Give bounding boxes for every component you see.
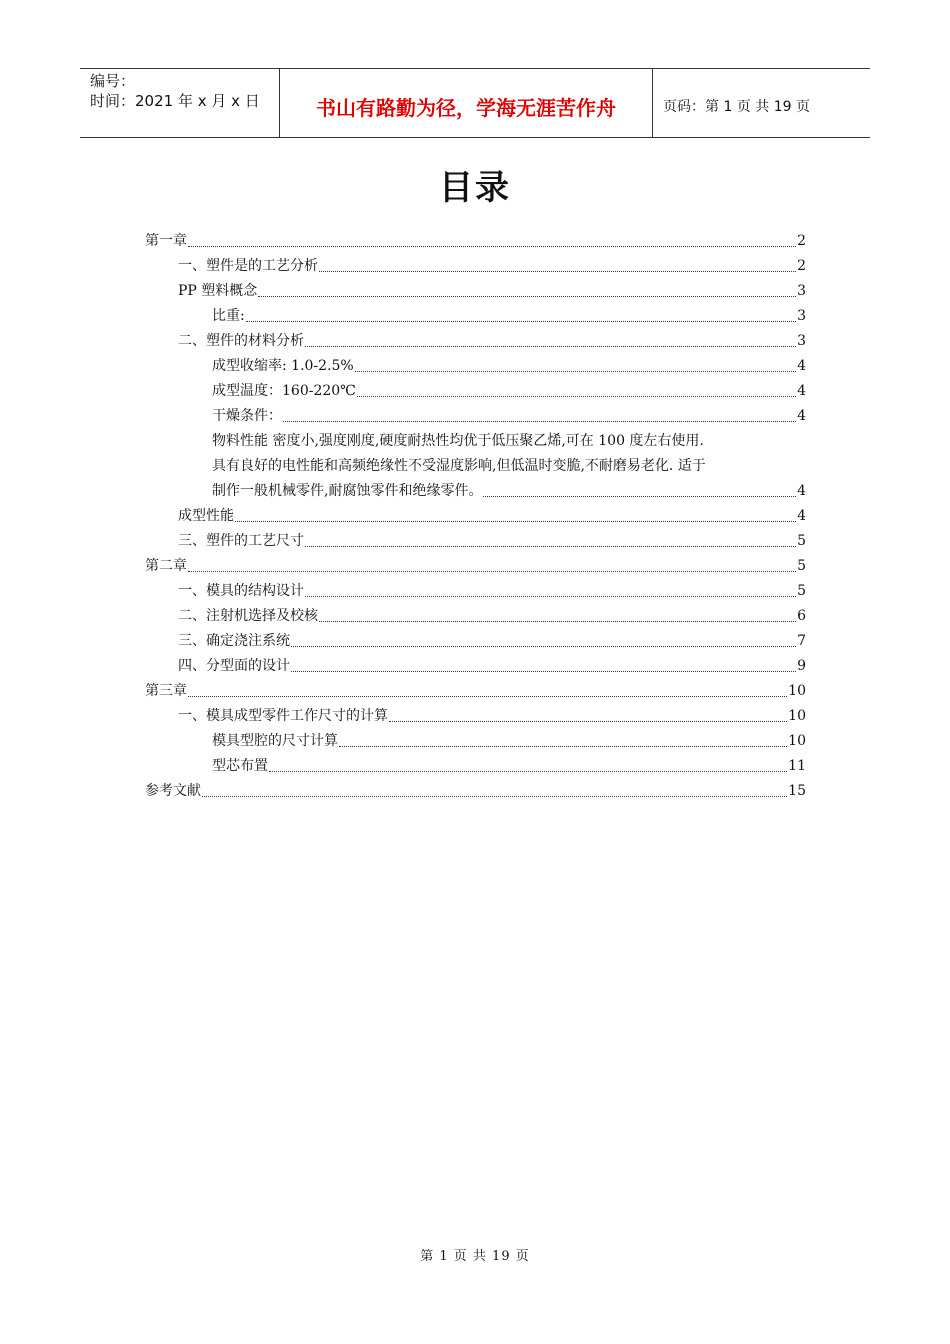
- number-label: 编号：: [90, 72, 136, 90]
- toc-entry[interactable]: 一、模具成型零件工作尺寸的计算 10: [178, 708, 806, 724]
- toc-entry[interactable]: 第三章 10: [145, 683, 806, 699]
- toc-entry[interactable]: 比重: 3: [212, 308, 806, 324]
- toc-entry-line: 制作一般机械零件,耐腐蚀零件和绝缘零件。: [212, 483, 483, 499]
- motto: 书山有路勤为径，学海无涯苦作舟: [280, 69, 653, 137]
- toc-entry[interactable]: 三、塑件的工艺尺寸 5: [178, 533, 806, 549]
- toc-entry[interactable]: 二、注射机选择及校核 6: [178, 608, 806, 624]
- toc-entry[interactable]: 成型温度：160-220℃ 4: [212, 383, 806, 399]
- toc-entry[interactable]: 模具型腔的尺寸计算 10: [212, 733, 806, 749]
- toc-entry[interactable]: 第二章 5: [145, 558, 806, 574]
- toc-entry[interactable]: 型芯布置 11: [212, 758, 806, 774]
- toc-entry[interactable]: 四、分型面的设计 9: [178, 658, 806, 674]
- toc-entry[interactable]: 一、模具的结构设计 5: [178, 583, 806, 599]
- page-footer: 第 1 页 共 19 页: [420, 1249, 530, 1264]
- toc-entry-line: 物料性能 密度小,强度刚度,硬度耐热性均优于低压聚乙烯,可在 100 度左右使用.: [212, 433, 704, 449]
- toc-entry[interactable]: 一、塑件是的工艺分析 2: [178, 258, 806, 274]
- toc-entry[interactable]: 三、确定浇注系统 7: [178, 633, 806, 649]
- toc-entry[interactable]: 成型收缩率: 1.0-2.5% 4: [212, 358, 806, 374]
- toc-entry[interactable]: 参考文献 15: [145, 783, 806, 799]
- toc-entry[interactable]: 第一章 2: [145, 233, 806, 249]
- header-table: [80, 68, 870, 138]
- page-info: 页码：第 1 页 共 19 页: [663, 99, 810, 115]
- page-title: 目录: [439, 168, 511, 208]
- toc-entry[interactable]: 干燥条件： 4: [212, 408, 806, 424]
- toc-entry[interactable]: 二、塑件的材料分析 3: [178, 333, 806, 349]
- header-left-cell: [80, 69, 280, 137]
- toc-entry-multiline[interactable]: 物料性能 密度小,强度刚度,硬度耐热性均优于低压聚乙烯,可在 100 度左右使用. 具有良好的电性能和高频绝缘性不受湿度影响,但低温时变脆,不耐磨易老化. 适于 制作一般机械零件,耐腐蚀零件和绝缘零件。 4: [145, 429, 806, 504]
- toc-entry-line: 具有良好的电性能和高频绝缘性不受湿度影响,但低温时变脆,不耐磨易老化. 适于: [212, 458, 706, 474]
- date-label: 时间：2021 年 x 月 x 日: [90, 92, 260, 110]
- table-of-contents: [145, 229, 806, 804]
- toc-entry[interactable]: 成型性能 4: [178, 508, 806, 524]
- toc-entry[interactable]: PP 塑料概念 3: [178, 283, 806, 299]
